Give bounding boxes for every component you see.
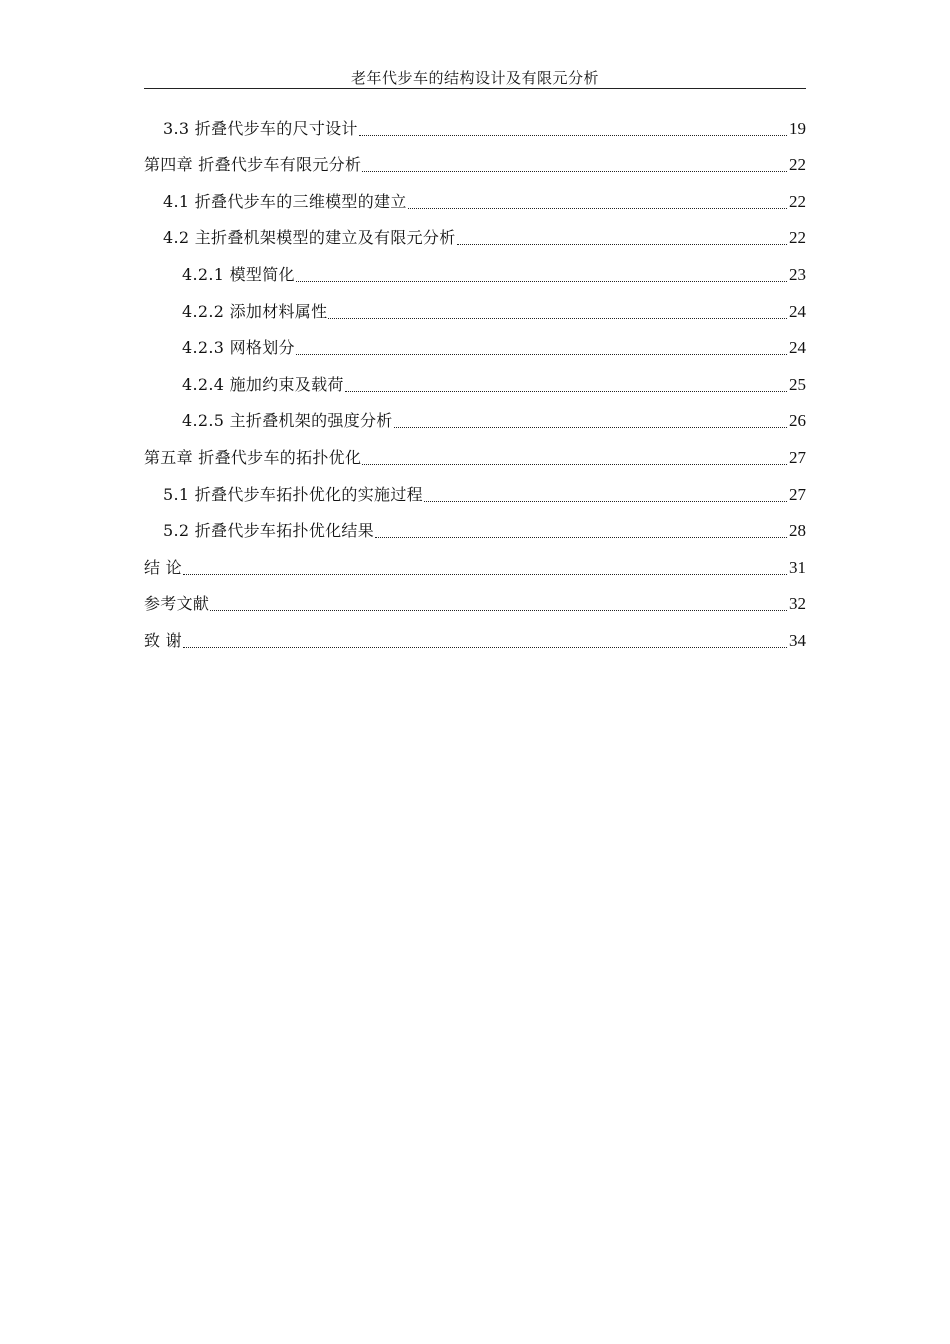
toc-dot-leader — [182, 550, 789, 586]
toc-page-number: 27 — [789, 484, 806, 504]
toc-page-number: 25 — [789, 374, 806, 394]
toc-entry[interactable] — [144, 330, 806, 367]
toc-page-number: 32 — [789, 594, 806, 614]
toc-page-number: 34 — [789, 630, 806, 650]
toc-page-number: 31 — [789, 557, 806, 577]
toc-dot-leader — [423, 477, 789, 513]
toc-entry-title: 致 谢 — [144, 630, 182, 650]
toc-page-number: 27 — [789, 447, 806, 467]
toc-entry[interactable] — [144, 110, 806, 147]
toc-dot-leader — [361, 147, 789, 183]
toc-entry[interactable] — [144, 476, 806, 513]
toc-page-number: 28 — [789, 521, 806, 541]
toc-entry-title: 5.2 折叠代步车拓扑优化结果 — [163, 521, 375, 541]
toc-entry-title: 5.1 折叠代步车拓扑优化的实施过程 — [163, 484, 423, 504]
toc-entry[interactable] — [144, 549, 806, 586]
toc-page-number: 24 — [789, 338, 806, 358]
table-of-contents — [144, 110, 806, 659]
toc-entry-title: 4.2.5 主折叠机架的强度分析 — [182, 411, 393, 431]
header-divider — [144, 88, 806, 89]
toc-entry-title: 4.2.4 施加约束及载荷 — [182, 374, 344, 394]
toc-page-number: 22 — [789, 155, 806, 175]
toc-entry[interactable] — [144, 403, 806, 440]
toc-dot-leader — [344, 367, 789, 403]
toc-page-number: 24 — [789, 301, 806, 321]
toc-dot-leader — [361, 440, 789, 476]
running-header: 老年代步车的结构设计及有限元分析 — [350, 69, 599, 87]
toc-entry[interactable] — [144, 293, 806, 330]
toc-page-number: 22 — [789, 228, 806, 248]
toc-dot-leader — [295, 330, 789, 366]
toc-entry[interactable] — [144, 220, 806, 257]
toc-entry-title: 参考文献 — [144, 594, 210, 614]
toc-dot-leader — [327, 294, 789, 330]
toc-dot-leader — [182, 623, 789, 659]
toc-entry[interactable] — [144, 439, 806, 476]
toc-entry[interactable] — [144, 183, 806, 220]
toc-page-number: 22 — [789, 191, 806, 211]
toc-dot-leader — [209, 586, 789, 622]
toc-entry-title: 4.2.1 模型简化 — [182, 264, 295, 284]
toc-entry-title: 4.1 折叠代步车的三维模型的建立 — [163, 191, 407, 211]
toc-entry-title: 第五章 折叠代步车的拓扑优化 — [144, 447, 362, 467]
toc-dot-leader — [407, 184, 789, 220]
toc-page-number: 19 — [789, 118, 806, 138]
toc-entry-title: 结 论 — [144, 557, 182, 577]
toc-entry[interactable] — [144, 147, 806, 184]
toc-dot-leader — [456, 220, 789, 256]
toc-page-number: 26 — [789, 411, 806, 431]
toc-entry-title: 3.3 折叠代步车的尺寸设计 — [163, 118, 358, 138]
toc-dot-leader — [295, 257, 789, 293]
toc-entry-title: 4.2 主折叠机架模型的建立及有限元分析 — [163, 228, 456, 248]
toc-dot-leader — [393, 403, 789, 439]
toc-entry[interactable] — [144, 256, 806, 293]
toc-entry-title: 第四章 折叠代步车有限元分析 — [144, 155, 362, 175]
toc-entry[interactable] — [144, 513, 806, 550]
toc-entry[interactable] — [144, 622, 806, 659]
toc-dot-leader — [374, 513, 789, 549]
toc-entry-title: 4.2.3 网格划分 — [182, 338, 295, 358]
toc-page-number: 23 — [789, 264, 806, 284]
toc-dot-leader — [358, 111, 789, 147]
toc-entry[interactable] — [144, 366, 806, 403]
toc-entry-title: 4.2.2 添加材料属性 — [182, 301, 328, 321]
toc-entry[interactable] — [144, 586, 806, 623]
